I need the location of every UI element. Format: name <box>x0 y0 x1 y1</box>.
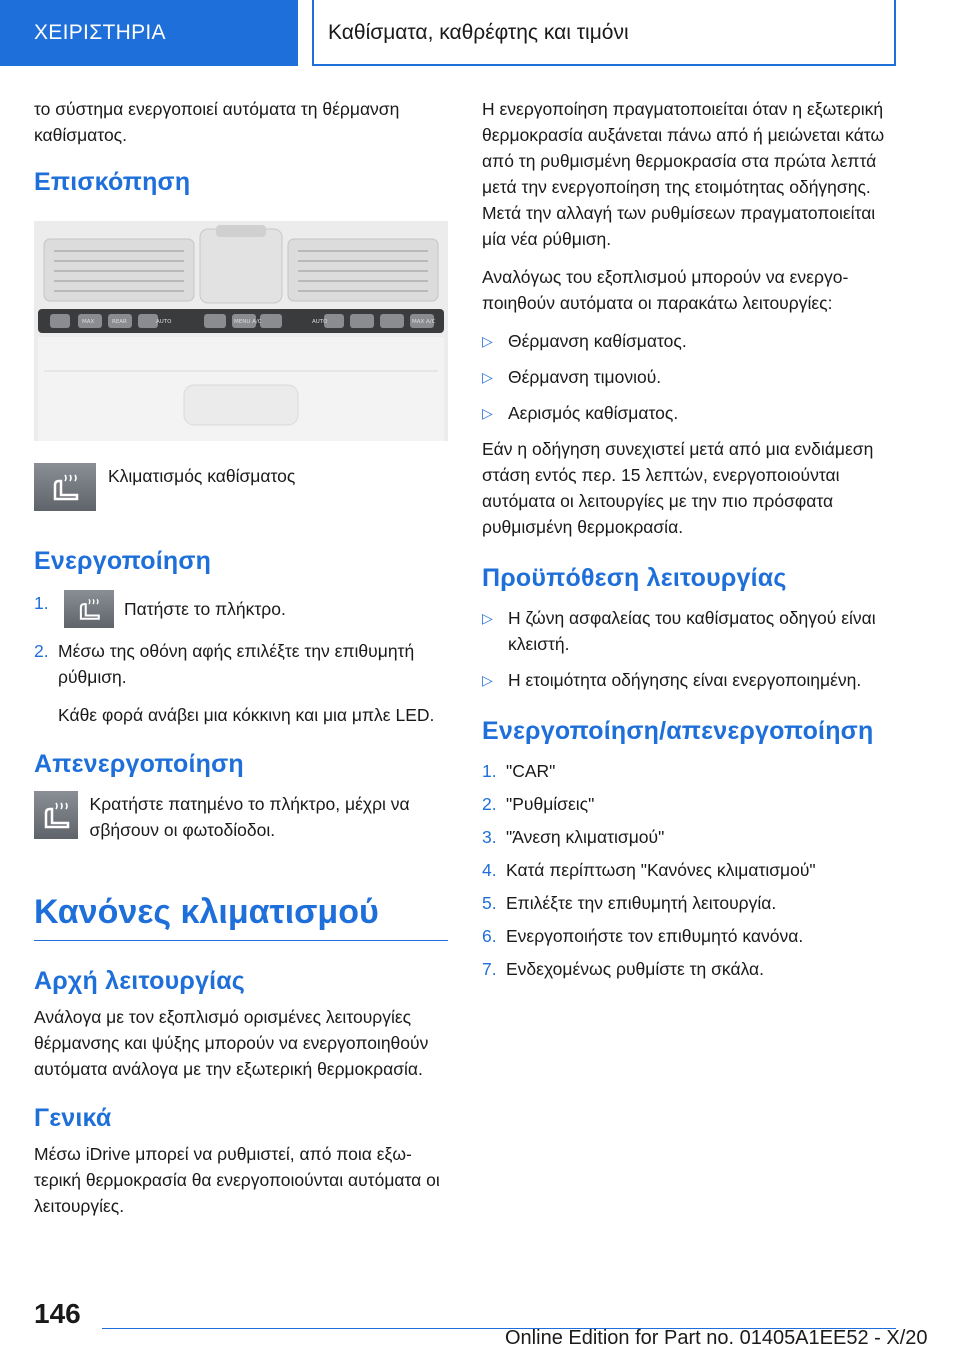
step-text: "Ρυθμίσεις" <box>506 794 595 814</box>
prerequisite-heading: Προϋπόθεση λειτουργίας <box>482 564 787 592</box>
left-column <box>34 96 448 1231</box>
step-text: "Άνεση κλιματισμού" <box>506 827 665 847</box>
panel-label: REAR <box>112 319 127 325</box>
step-text: Μέσω της οθόνη αφής επιλέξτε την επιθυμητή ρύθμιση. <box>58 641 415 687</box>
function-item <box>482 364 898 390</box>
deactivation-heading: Απενεργοποίηση <box>34 750 244 778</box>
climate-panel-illustration <box>34 221 448 441</box>
onoff-step <box>482 857 898 883</box>
deactivation-row <box>34 791 448 855</box>
icon-caption-row <box>34 463 448 511</box>
panel-label: MAX A/C <box>412 319 436 325</box>
step-number: 7. <box>482 959 497 979</box>
onoff-step <box>482 923 898 949</box>
step-number: 3. <box>482 827 497 847</box>
panel-label: MAX <box>82 319 95 325</box>
activation-heading: Ενεργοποίηση <box>34 547 212 575</box>
step-text: Επιλέξτε την επιθυμητή λειτουργία. <box>506 893 777 913</box>
onoff-step <box>482 890 898 916</box>
panel-label: AUTO <box>312 319 328 325</box>
general-heading: Γενικά <box>34 1104 112 1132</box>
panel-label: MENU A/C <box>234 319 262 325</box>
climate-panel-photo <box>34 221 448 441</box>
edition-text: Online Edition for Part no. 01405A1EE52 - X/20 <box>505 1327 928 1349</box>
triangle-bullet-icon: ▷ <box>482 610 493 626</box>
paragraph: Αναλόγως του εξοπλισμού μπορούν να ενεργοποιηθούν αυτόματα οι παρακάτω λειτουργίες: <box>482 267 849 313</box>
chapter-title: Καθίσματα, καθρέφτης και τιμόνι <box>312 0 896 66</box>
triangle-bullet-icon: ▷ <box>482 369 493 385</box>
deactivation-text: Κρατήστε πατημένο το πλήκτρο, μέχρι να σβήσουν οι φωτοδίοδοι. <box>89 794 410 840</box>
general-text: Μέσω iDrive μπορεί να ρυθμιστεί, από ποια εξωτερική θερμοκρασία θα ενεργοποιούνται αυτόματα οι λειτουργίες. <box>34 1144 440 1216</box>
prerequisite-text: Η ζώνη ασφαλείας του καθίσματος οδηγού είναι κλειστή. <box>508 608 876 654</box>
step-number: 6. <box>482 926 497 946</box>
step-text: Κατά περίπτωση "Κανόνες κλιματισμού" <box>506 860 816 880</box>
panel-label: AUTO <box>156 319 172 325</box>
activation-note: Κάθε φορά ανάβει μια κόκκινη και μια μπλε LED. <box>58 705 435 725</box>
seat-climate-icon <box>34 791 78 839</box>
activation-step <box>34 638 448 702</box>
icon-caption: Κλιματισμός καθίσματος <box>108 466 296 486</box>
section-tab: ΧΕΙΡΙΣΤΗΡΙΑ <box>0 0 298 66</box>
seat-climate-icon <box>64 590 114 628</box>
onoff-step <box>482 758 898 784</box>
section-rule <box>34 940 448 941</box>
prerequisite-item <box>482 667 898 693</box>
climate-rules-heading: Κανόνες κλιματισμού <box>34 893 379 931</box>
step-text: Πατήστε το πλήκτρο. <box>124 599 286 619</box>
step-text: Ενδεχομένως ρυθμίστε τη σκάλα. <box>506 959 765 979</box>
seat-climate-icon <box>34 463 96 511</box>
step-number: 2. <box>482 794 497 814</box>
prerequisite-text: Η ετοιμότητα οδήγησης είναι ενεργοποιημένη. <box>508 670 862 690</box>
overview-heading: Επισκόπηση <box>34 168 191 196</box>
function-item <box>482 400 898 426</box>
prerequisite-item <box>482 605 898 657</box>
function-text: Αερισμός καθίσματος. <box>508 403 679 423</box>
function-text: Θέρμανση τιμονιού. <box>508 367 662 387</box>
intro-text: το σύστημα ενεργοποιεί αυτόματα τη θέρμανση καθίσματος. <box>34 99 400 145</box>
triangle-bullet-icon: ▷ <box>482 405 493 421</box>
page-number: 146 <box>34 1298 81 1329</box>
onoff-step <box>482 791 898 817</box>
step-text: Ενεργοποιήστε τον επιθυμητό κανόνα. <box>506 926 804 946</box>
principle-text: Ανάλογα με τον εξοπλισμό ορισμένες λειτουργίες θέρμανσης και ψύξης μπορούν να ενεργοποιηθούν αυτόματα ανάλογα με την εξωτερική θερμοκρασία. <box>34 1007 429 1079</box>
function-item <box>482 328 898 354</box>
right-column <box>482 96 898 989</box>
triangle-bullet-icon: ▷ <box>482 333 493 349</box>
onoff-step <box>482 824 898 850</box>
function-text: Θέρμανση καθίσματος. <box>508 331 687 351</box>
step-number: 1. <box>34 593 49 613</box>
paragraph: Εάν η οδήγηση συνεχιστεί μετά από μια ενδιάμεση στάση εντός περ. 15 λεπτών, ενεργοποιούνται αυτόματα οι λειτουργίες με την πιο πρόσφατα ρυθμισμένη θερμοκρασία. <box>482 439 874 537</box>
step-number: 2. <box>34 641 49 661</box>
activation-step <box>34 590 448 628</box>
step-number: 5. <box>482 893 497 913</box>
step-text: "CAR" <box>506 761 556 781</box>
step-number: 1. <box>482 761 497 781</box>
onoff-heading: Ενεργοποίηση/απενεργοποίηση <box>482 717 874 745</box>
page-header <box>0 0 960 66</box>
triangle-bullet-icon: ▷ <box>482 672 493 688</box>
step-number: 4. <box>482 860 497 880</box>
principle-heading: Αρχή λειτουργίας <box>34 967 246 995</box>
onoff-step <box>482 956 898 982</box>
paragraph: Η ενεργοποίηση πραγματοποιείται όταν η εξωτερική θερμοκρασία αυξάνεται πάνω από ή μειώνεται κάτω από τη ρυθμισμένη θερμοκρασία στα πρώτα λεπτά μετά την ενεργοποίηση της ετοιμότητας οδήγησης. Μετά την αλλαγή των ρυθμίσεων πραγματοποιείται μία νέα ρύθμιση. <box>482 99 885 249</box>
